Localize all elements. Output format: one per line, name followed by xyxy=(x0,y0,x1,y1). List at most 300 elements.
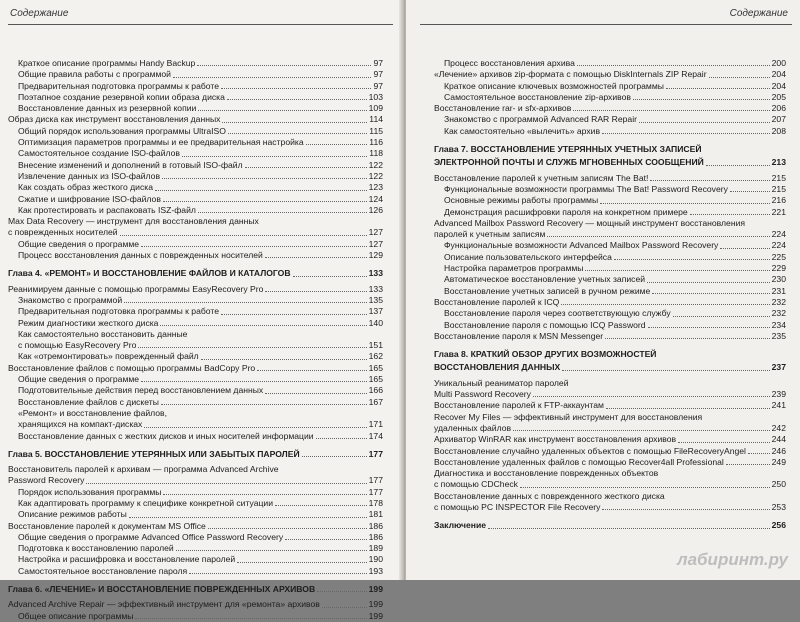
dot-leader xyxy=(639,122,770,123)
dot-leader xyxy=(162,178,367,179)
toc-entry-title: Восстановление данных с жестких дисков и иных носителей информации xyxy=(18,430,314,441)
toc-entry xyxy=(434,331,786,342)
toc-entry xyxy=(8,385,383,396)
toc-entry-title: Описание пользовательского интерфейса xyxy=(444,251,612,262)
toc-entry-title: Предварительная подготовка программы к работе xyxy=(18,306,219,317)
toc-page-number: 244 xyxy=(771,434,786,445)
toc-entry xyxy=(8,340,383,351)
toc-entry xyxy=(434,103,786,114)
toc-entry-title: с помощью CDCheck xyxy=(434,479,518,490)
toc-page-number: 129 xyxy=(368,250,383,261)
toc-entry-title: Знакомство с программой xyxy=(18,294,123,305)
toc-page-number: 178 xyxy=(368,497,383,508)
toc-page-number: 103 xyxy=(368,91,383,102)
toc-entry-title: Диагностика и восстановление поврежденных объектов xyxy=(434,468,659,479)
toc-entry-title: Глава 5. ВОССТАНОВЛЕНИЕ УТЕРЯННЫХ ИЛИ ЗАБЫТЫХ ПАРОЛЕЙ xyxy=(8,448,300,459)
toc-entry-title: Восстановление файлов с помощью программы BadCopy Pro xyxy=(8,362,256,373)
toc-entry-title: Основные режимы работы программы xyxy=(444,195,599,206)
toc-entry xyxy=(8,216,383,227)
dot-leader xyxy=(265,257,367,258)
toc-list-right xyxy=(434,58,786,532)
toc-entry xyxy=(8,160,383,171)
toc-entry-title: Подготовительные действия перед восстановлением данных xyxy=(18,385,264,396)
toc-entry-title: Внесение изменений и дополнений в готовый ISO-файл xyxy=(18,159,243,170)
dot-leader xyxy=(547,236,769,237)
toc-entry xyxy=(8,69,383,80)
toc-entry xyxy=(434,263,786,274)
toc-page-number: 221 xyxy=(771,206,786,217)
dot-leader xyxy=(198,212,367,213)
dot-leader xyxy=(605,338,770,339)
dot-leader xyxy=(189,573,366,574)
toc-page-number: 208 xyxy=(771,125,786,136)
toc-page-number: 232 xyxy=(771,296,786,307)
dot-leader xyxy=(730,191,770,192)
toc-page-number: 127 xyxy=(368,227,383,238)
toc-page-number: 174 xyxy=(368,430,383,441)
toc-entry-title: Оптимизация параметров программы и ее предварительная настройка xyxy=(18,137,304,148)
toc-entry xyxy=(8,431,383,442)
toc-entry-title: Общий порядок использования программы UltraISO xyxy=(18,125,226,136)
dot-leader xyxy=(317,591,366,592)
toc-entry-title: Поэтапное создание резервной копии образа диска xyxy=(18,91,225,102)
toc-entry xyxy=(434,195,786,206)
toc-entry-title: с помощью PC INSPECTOR File Recovery xyxy=(434,501,601,512)
toc-entry xyxy=(8,137,383,148)
toc-entry xyxy=(8,318,383,329)
toc-entry-title: с поврежденных носителей xyxy=(8,227,118,238)
toc-page-number: 123 xyxy=(368,182,383,193)
toc-entry-title: Самостоятельное восстановление zip-архивов xyxy=(444,91,631,102)
dot-leader xyxy=(690,214,770,215)
toc-entry xyxy=(8,509,383,520)
toc-page-number: 193 xyxy=(368,565,383,576)
toc-entry xyxy=(8,205,383,216)
toc-entry-title: Общие правила работы с программой xyxy=(18,69,171,80)
toc-entry xyxy=(434,349,786,360)
toc-entry-title: Advanced Archive Repair — эффективный инструмент для «ремонта» архивов xyxy=(8,599,320,610)
dot-leader xyxy=(673,316,770,317)
dot-leader xyxy=(135,618,366,619)
toc-page-number: 165 xyxy=(368,362,383,373)
toc-page-number: 253 xyxy=(771,501,786,512)
dot-leader xyxy=(666,88,770,89)
toc-entry xyxy=(434,252,786,263)
toc-page-number: 166 xyxy=(368,385,383,396)
toc-entry-title: Восстановление паролей к ICQ xyxy=(434,296,560,307)
toc-entry xyxy=(434,434,786,445)
dot-leader xyxy=(201,359,367,360)
dot-leader xyxy=(647,282,770,283)
toc-page-number: 206 xyxy=(771,103,786,114)
toc-page-number: 215 xyxy=(771,183,786,194)
right-page xyxy=(406,0,800,580)
toc-entry-title: Демонстрация расшифровки пароля на конкретном примере xyxy=(444,206,688,217)
toc-entry xyxy=(8,171,383,182)
toc-entry xyxy=(434,412,786,423)
toc-entry xyxy=(434,218,786,229)
dot-leader xyxy=(160,325,366,326)
toc-page-number: 189 xyxy=(368,543,383,554)
toc-entry xyxy=(8,126,383,137)
dot-leader xyxy=(748,453,770,454)
toc-entry xyxy=(434,286,786,297)
toc-entry-title: Восстановление удаленных файлов с помощью Recover4all Professional xyxy=(434,456,724,467)
dot-leader xyxy=(265,291,366,292)
toc-entry-title: Образ диска как инструмент восстановления данных xyxy=(8,114,221,125)
toc-entry xyxy=(434,274,786,285)
toc-entry-title: Восстановитель паролей к архивам — программа Advanced Archive xyxy=(8,464,279,475)
toc-page-number: 200 xyxy=(771,58,786,68)
dot-leader xyxy=(513,430,770,431)
toc-entry-title: Общие сведения о программе Advanced Office Password Recovery xyxy=(18,531,284,542)
dot-leader xyxy=(573,110,769,111)
toc-entry-title: Заключение xyxy=(434,520,487,531)
dot-leader xyxy=(257,370,366,371)
dot-leader xyxy=(245,167,367,168)
toc-entry-title: Глава 7. ВОССТАНОВЛЕНИЕ УТЕРЯННЫХ УЧЕТНЫХ ЗАПИСЕЙ xyxy=(434,144,702,155)
toc-entry xyxy=(434,81,786,92)
toc-entry xyxy=(8,268,383,279)
toc-entry-title: паролей к учетным записям xyxy=(434,229,546,240)
toc-entry-title: Восстановление пароля через соответствующую службу xyxy=(444,308,671,319)
toc-entry xyxy=(8,397,383,408)
toc-list-left xyxy=(8,58,383,622)
toc-entry xyxy=(8,599,383,610)
dot-leader xyxy=(706,165,770,166)
toc-entry-title: Самостоятельное создание ISO-файлов xyxy=(18,148,180,159)
toc-entry xyxy=(8,114,383,125)
toc-entry xyxy=(8,295,383,306)
toc-entry-title: Восстановление файлов с дискеты xyxy=(18,396,159,407)
toc-entry xyxy=(434,69,786,80)
toc-page-number: 127 xyxy=(368,238,383,249)
toc-entry-title: Глава 8. КРАТКИЙ ОБЗОР ДРУГИХ ВОЗМОЖНОСТЕЙ xyxy=(434,349,657,360)
dot-leader xyxy=(650,180,769,181)
toc-entry xyxy=(8,250,383,261)
toc-page-number: 186 xyxy=(368,520,383,531)
toc-page-number: 114 xyxy=(369,114,383,125)
dot-leader xyxy=(602,509,769,510)
toc-page-number: 249 xyxy=(771,456,786,467)
toc-entry-title: Самостоятельное восстановление пароля xyxy=(18,565,188,576)
dot-leader xyxy=(614,259,770,260)
toc-page-number: 97 xyxy=(373,80,383,91)
toc-entry xyxy=(8,419,383,430)
dot-leader xyxy=(316,438,367,439)
toc-entry-title: «Лечение» архивов zip-формата с помощью DiskInternals ZIP Repair xyxy=(434,69,707,80)
toc-page-number: 140 xyxy=(368,317,383,328)
toc-page-number: 135 xyxy=(368,294,383,305)
dot-leader xyxy=(285,539,367,540)
toc-page-number: 177 xyxy=(368,475,383,486)
toc-page-number: 235 xyxy=(771,330,786,341)
toc-page-number: 231 xyxy=(771,285,786,296)
toc-entry xyxy=(434,320,786,331)
toc-entry-title: Max Data Recovery — инструмент для восстановления данных xyxy=(8,216,259,227)
dot-leader xyxy=(141,381,367,382)
toc-entry xyxy=(434,240,786,251)
toc-entry-title: Восстановление данных с поврежденного жесткого диска xyxy=(434,490,665,501)
watermark: лабиринт.ру xyxy=(677,550,788,569)
dot-leader xyxy=(163,201,367,202)
toc-entry xyxy=(8,498,383,509)
toc-entry xyxy=(434,378,786,389)
dot-leader xyxy=(577,65,770,66)
dot-leader xyxy=(275,505,367,506)
toc-entry xyxy=(434,446,786,457)
toc-entry-title: Восстановление пароля к MSN Messenger xyxy=(434,330,604,341)
toc-page-number: 151 xyxy=(368,340,383,351)
dot-leader xyxy=(302,456,367,457)
dot-leader xyxy=(163,494,366,495)
dot-leader xyxy=(155,190,367,191)
dot-leader xyxy=(237,562,366,563)
toc-entry xyxy=(8,351,383,362)
dot-leader xyxy=(227,99,367,100)
toc-entry-title: Глава 4. «РЕМОНТ» И ВОССТАНОВЛЕНИЕ ФАЙЛОВ И КАТАЛОГОВ xyxy=(8,268,291,279)
toc-page-number: 109 xyxy=(368,103,383,114)
toc-entry-title: Как адаптировать программу к специфике конкретной ситуации xyxy=(18,497,274,508)
dot-leader xyxy=(221,314,367,315)
toc-entry-title: Общие сведения о программе xyxy=(18,374,140,385)
toc-entry-title: Как самостоятельно «вылечить» архив xyxy=(444,125,601,136)
toc-entry xyxy=(8,464,383,475)
header-rule-left xyxy=(8,24,393,25)
toc-entry xyxy=(434,362,786,373)
toc-entry xyxy=(8,475,383,486)
toc-entry xyxy=(434,479,786,490)
toc-entry-title: Порядок использования программы xyxy=(18,486,162,497)
toc-entry-title: Multi Password Recovery xyxy=(434,389,531,400)
toc-entry xyxy=(434,389,786,400)
toc-entry-title: Знакомство с программой Advanced RAR Repair xyxy=(444,114,637,125)
toc-entry xyxy=(8,239,383,250)
toc-page-number: 165 xyxy=(368,374,383,385)
dot-leader xyxy=(182,156,367,157)
toc-entry xyxy=(8,103,383,114)
toc-entry-title: Процесс восстановления данных с поврежденных носителей xyxy=(18,250,263,261)
toc-entry-title: Как «отремонтировать» поврежденный файл xyxy=(18,351,199,362)
toc-page-number: 133 xyxy=(368,283,383,294)
toc-page-number: 126 xyxy=(368,204,383,215)
toc-page-number: 190 xyxy=(368,554,383,565)
toc-page-number: 204 xyxy=(771,69,786,80)
toc-entry xyxy=(8,148,383,159)
dot-leader xyxy=(322,607,367,608)
toc-page-number: 116 xyxy=(369,137,383,148)
toc-page-number: 229 xyxy=(771,263,786,274)
toc-entry xyxy=(8,543,383,554)
toc-entry xyxy=(434,207,786,218)
toc-entry-title: Общее описание программы xyxy=(18,610,134,621)
dot-leader xyxy=(228,133,367,134)
toc-entry xyxy=(434,400,786,411)
toc-page-number: 181 xyxy=(368,509,383,520)
toc-page-number: 207 xyxy=(771,114,786,125)
toc-entry xyxy=(8,194,383,205)
dot-leader xyxy=(562,370,769,371)
toc-page-number: 97 xyxy=(373,58,383,68)
toc-page-number: 167 xyxy=(368,396,383,407)
toc-entry-title: Функциональные возможности Advanced Mailbox Password Recovery xyxy=(444,240,719,251)
dot-leader xyxy=(678,442,770,443)
dot-leader xyxy=(138,347,366,348)
toc-entry-title: ЭЛЕКТРОННОЙ ПОЧТЫ И СЛУЖБ МГНОВЕННЫХ СООБЩЕНИЙ xyxy=(434,157,704,168)
toc-entry-title: Функциональные возможности программы The Bat! Password Recovery xyxy=(444,183,728,194)
toc-entry xyxy=(8,566,383,577)
toc-entry xyxy=(8,306,383,317)
toc-entry-title: Сжатие и шифрование ISO-файлов xyxy=(18,193,161,204)
toc-entry xyxy=(8,521,383,532)
dot-leader xyxy=(144,427,366,428)
toc-entry xyxy=(434,229,786,240)
toc-entry xyxy=(8,81,383,92)
dot-leader xyxy=(197,65,371,66)
toc-entry xyxy=(434,423,786,434)
toc-entry xyxy=(434,491,786,502)
dot-leader xyxy=(648,327,770,328)
toc-entry xyxy=(434,520,786,531)
dot-leader xyxy=(161,404,367,405)
toc-entry-title: Режим диагностики жесткого диска xyxy=(18,317,159,328)
toc-entry xyxy=(8,611,383,622)
dot-leader xyxy=(265,393,366,394)
toc-entry-title: Предварительная подготовка программы к работе xyxy=(18,80,219,91)
toc-entry-title: Восстановление паролей к FTP-аккаунтам xyxy=(434,400,604,411)
toc-entry xyxy=(434,92,786,103)
toc-page-number: 204 xyxy=(771,80,786,91)
toc-entry xyxy=(8,487,383,498)
toc-entry xyxy=(8,374,383,385)
toc-page-number: 216 xyxy=(771,195,786,206)
toc-entry-title: Восстановление rar- и sfx-архивов xyxy=(434,103,572,114)
dot-leader xyxy=(600,203,770,204)
toc-entry-title: Реанимируем данные с помощью программы EasyRecovery Pro xyxy=(8,283,264,294)
toc-entry-title: Автоматическое восстановление учетных записей xyxy=(444,274,646,285)
toc-page-number: 246 xyxy=(771,445,786,456)
toc-entry-title: Краткое описание программы Handy Backup xyxy=(18,58,196,68)
toc-entry-title: Настройка параметров программы xyxy=(444,263,584,274)
toc-page-number: 97 xyxy=(373,69,383,80)
toc-entry-title: с помощью EasyRecovery Pro xyxy=(18,340,137,351)
toc-page-number: 213 xyxy=(771,157,786,168)
toc-entry xyxy=(8,227,383,238)
running-header-left: Содержание xyxy=(10,8,69,19)
toc-entry xyxy=(8,584,383,595)
toc-entry-title: Настройка и расшифровка и восстановление паролей xyxy=(18,554,236,565)
toc-entry-title: Описание режимов работы xyxy=(18,509,127,520)
toc-page-number: 118 xyxy=(369,148,383,159)
toc-page-number: 215 xyxy=(771,172,786,183)
dot-leader xyxy=(520,487,770,488)
toc-page-number: 199 xyxy=(368,610,383,621)
toc-entry xyxy=(8,408,383,419)
dot-leader xyxy=(120,235,367,236)
toc-entry-title: Password Recovery xyxy=(8,475,85,486)
toc-entry-title: Как создать образ жесткого диска xyxy=(18,182,154,193)
toc-page-number: 205 xyxy=(771,91,786,102)
toc-entry-title: Восстановление паролей к учетным записям The Bat! xyxy=(434,172,649,183)
toc-entry-title: Восстановление пароля с помощью ICQ Password xyxy=(444,319,646,330)
toc-entry xyxy=(8,449,383,460)
toc-page-number: 115 xyxy=(369,125,383,136)
toc-entry xyxy=(434,126,786,137)
toc-entry xyxy=(434,144,786,155)
toc-page-number: 122 xyxy=(368,170,383,181)
toc-entry xyxy=(8,92,383,103)
toc-entry-title: Как протестировать и распаковать ISZ-файл xyxy=(18,204,196,215)
toc-page-number: 230 xyxy=(771,274,786,285)
toc-page-number: 171 xyxy=(368,419,383,430)
dot-leader xyxy=(176,550,367,551)
toc-entry-title: ВОССТАНОВЛЕНИЯ ДАННЫХ xyxy=(434,362,561,373)
toc-entry xyxy=(434,157,786,168)
toc-entry-title: Восстановление паролей к документам MS Office xyxy=(8,520,206,531)
dot-leader xyxy=(306,144,368,145)
toc-entry xyxy=(8,182,383,193)
dot-leader xyxy=(129,517,367,518)
dot-leader xyxy=(141,246,367,247)
toc-entry xyxy=(434,114,786,125)
dot-leader xyxy=(585,270,769,271)
header-rule-right xyxy=(420,24,792,25)
dot-leader xyxy=(222,122,367,123)
dot-leader xyxy=(633,99,770,100)
toc-page-number: 242 xyxy=(771,422,786,433)
dot-leader xyxy=(602,133,770,134)
toc-entry-title: хранящихся на компакт-дисках xyxy=(18,419,143,430)
toc-entry-title: Общие сведения о программе xyxy=(18,238,140,249)
toc-page-number: 162 xyxy=(368,351,383,362)
dot-leader xyxy=(221,88,371,89)
dot-leader xyxy=(86,483,366,484)
toc-page-number: 225 xyxy=(771,251,786,262)
toc-entry xyxy=(434,58,786,69)
toc-entry-title: Подготовка к восстановлению паролей xyxy=(18,543,174,554)
toc-page-number: 137 xyxy=(368,306,383,317)
dot-leader xyxy=(198,110,366,111)
toc-entry-title: Восстановление случайно удаленных объектов с помощью FileRecoveryAngel xyxy=(434,445,746,456)
dot-leader xyxy=(652,293,769,294)
toc-entry xyxy=(434,502,786,513)
dot-leader xyxy=(208,528,367,529)
toc-page-number: 199 xyxy=(368,584,383,595)
toc-page-number: 122 xyxy=(368,159,383,170)
toc-page-number: 232 xyxy=(771,308,786,319)
toc-entry xyxy=(8,532,383,543)
dot-leader xyxy=(293,276,367,277)
toc-page-number: 241 xyxy=(771,400,786,411)
dot-leader xyxy=(561,304,769,305)
toc-entry xyxy=(434,468,786,479)
toc-entry xyxy=(434,457,786,468)
toc-entry xyxy=(8,554,383,565)
dot-leader xyxy=(606,408,770,409)
toc-page-number: 256 xyxy=(771,520,786,531)
toc-entry xyxy=(434,184,786,195)
toc-entry-title: Восстановление данных из резервной копии xyxy=(18,103,197,114)
dot-leader xyxy=(720,248,769,249)
toc-entry-title: Как самостоятельно восстановить данные xyxy=(18,328,188,339)
toc-entry xyxy=(8,363,383,374)
toc-entry xyxy=(8,284,383,295)
toc-entry-title: Advanced Mailbox Password Recovery — мощный инструмент восстановления xyxy=(434,217,746,228)
dot-leader xyxy=(533,396,770,397)
toc-entry xyxy=(8,329,383,340)
toc-page-number: 199 xyxy=(368,599,383,610)
toc-entry-title: Архиватор WinRAR как инструмент восстановления архивов xyxy=(434,434,677,445)
